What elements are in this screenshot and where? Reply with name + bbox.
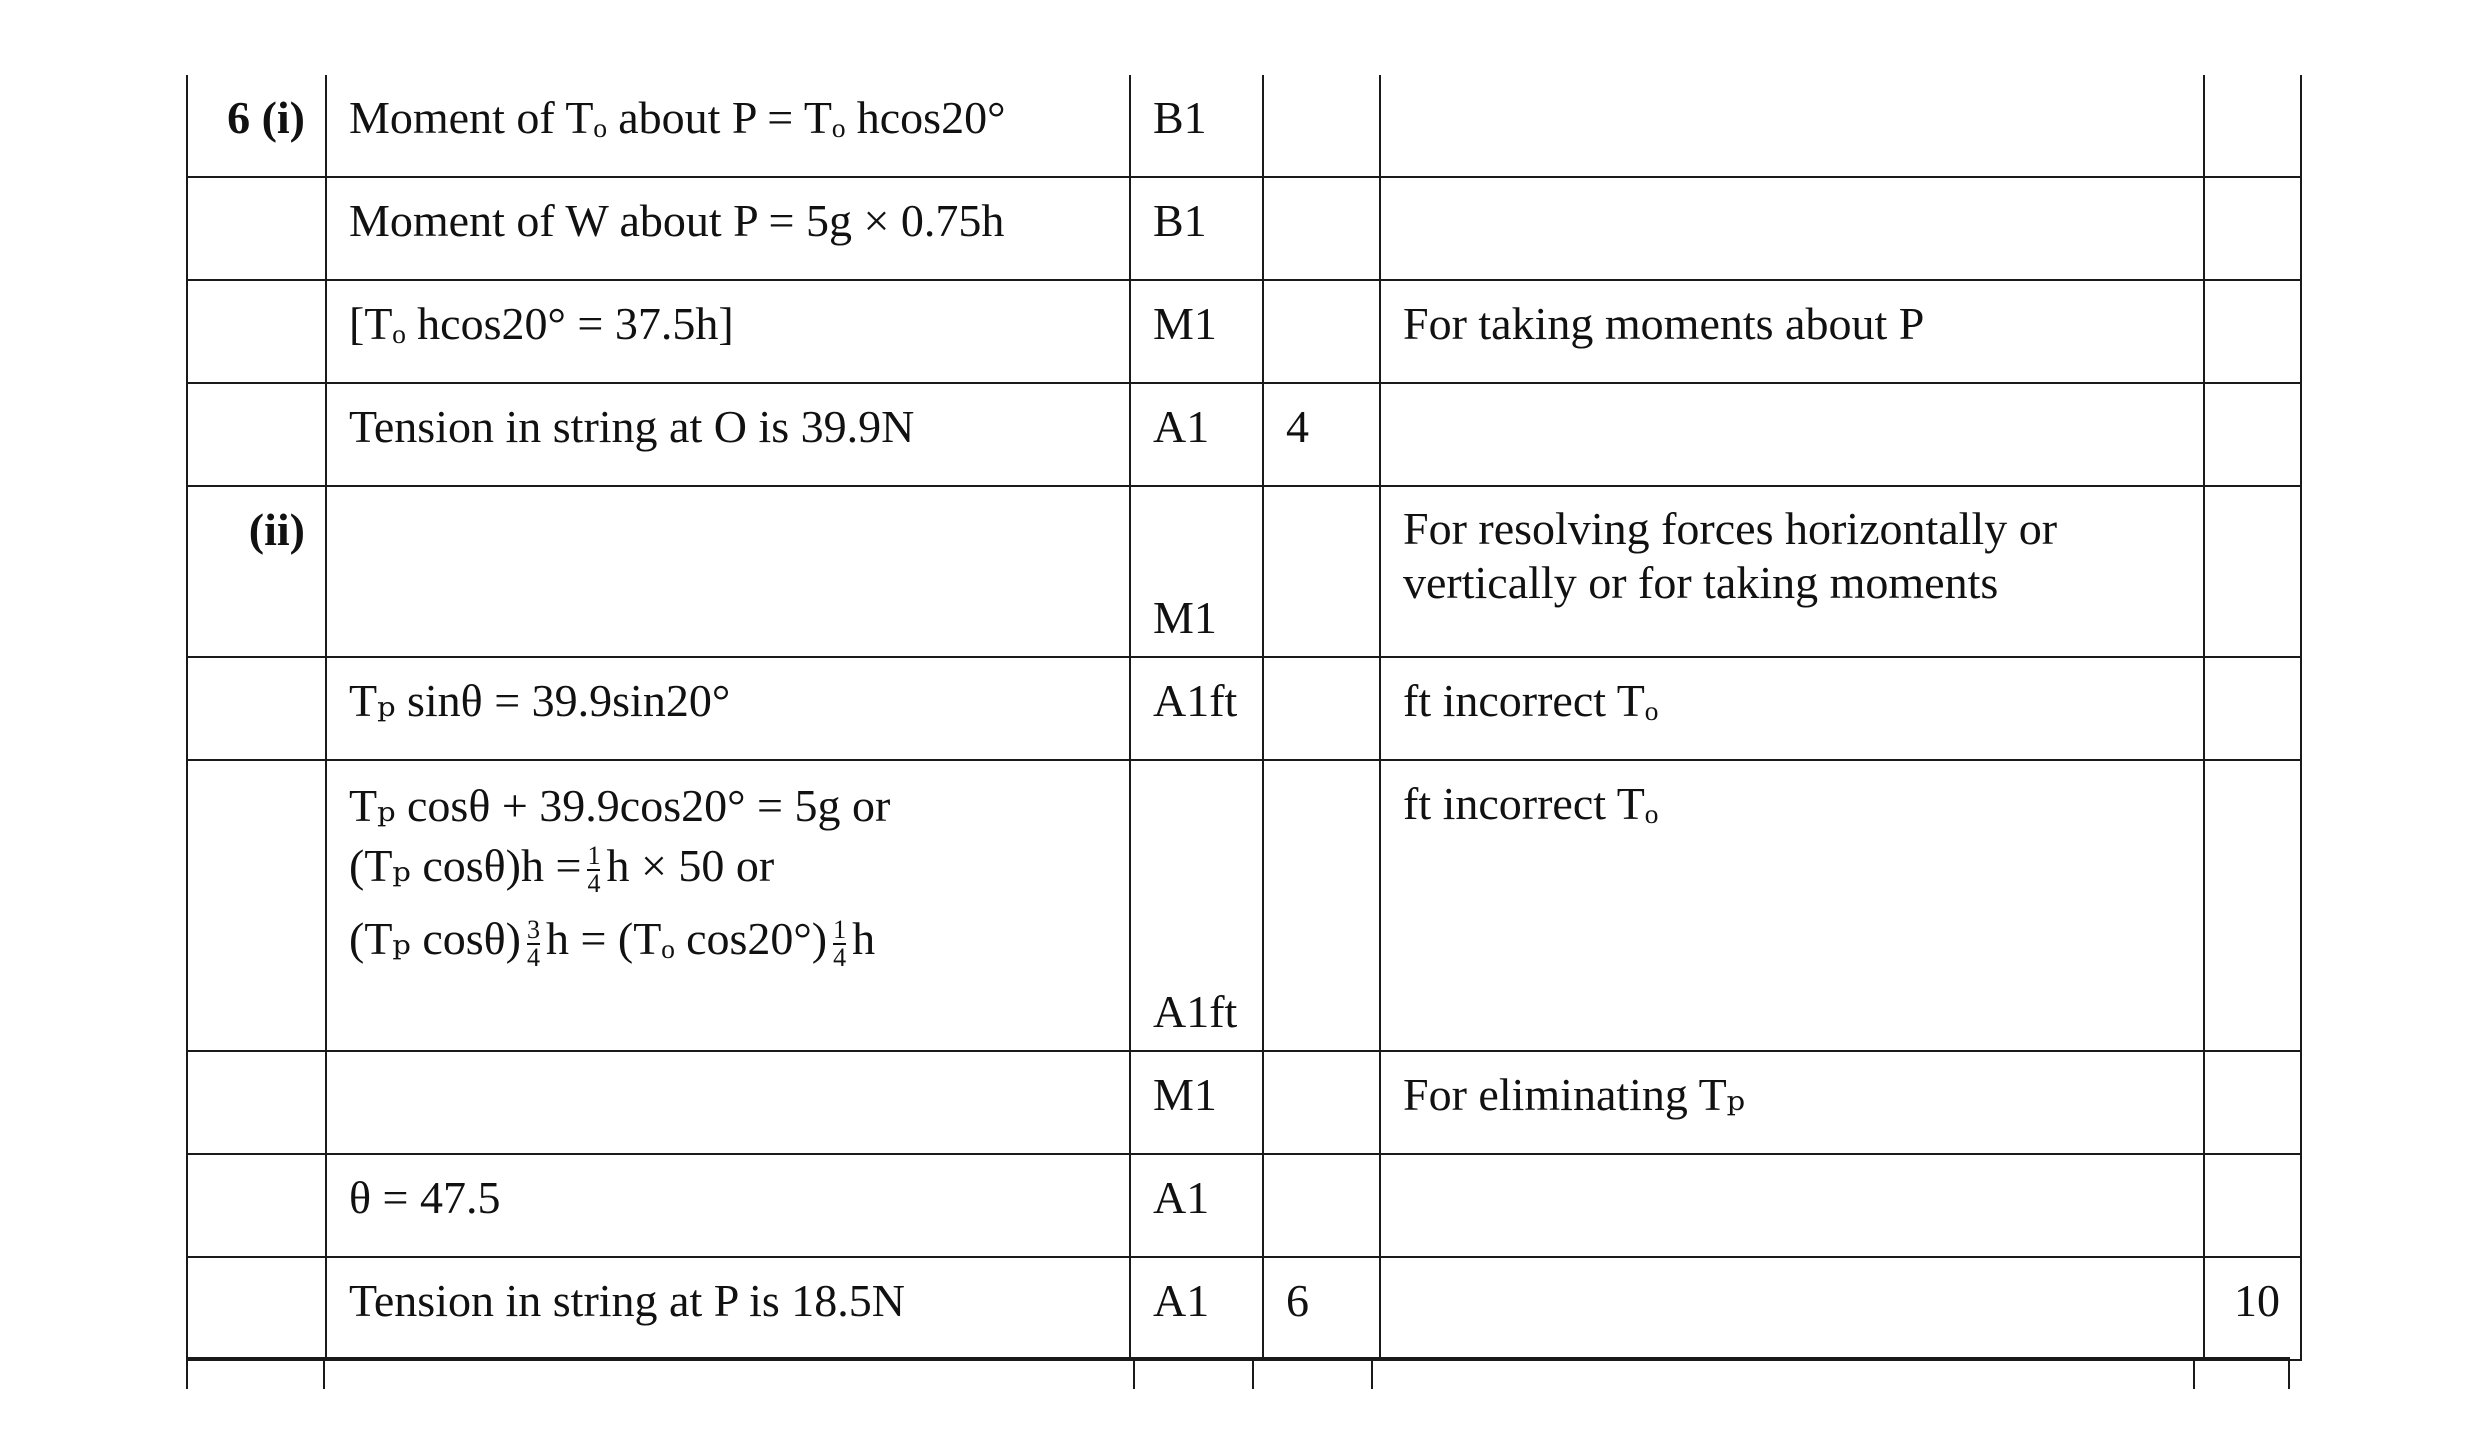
total-cell [1263,657,1380,760]
answer-text: h × 50 or [606,840,775,891]
guidance-cell [1380,1257,2204,1360]
table-row [187,383,2301,486]
mark-cell: M1 [1130,486,1263,657]
fraction-numerator: 1 [833,914,847,944]
answer-cell: θ = 47.5 [326,1154,1130,1257]
question-number [187,177,326,280]
empty-cell [1134,1358,1253,1389]
answer-text: h = (Tₒ cos20°) [545,913,828,965]
guidance-cell: ft incorrect Tₒ [1380,760,2204,1051]
mark-cell: B1 [1130,177,1263,280]
fraction-denominator: 4 [833,942,847,972]
fraction-numerator: 1 [587,841,601,871]
mark-scheme-table [186,75,2302,1361]
answer-line [349,836,1109,897]
question-number [187,760,326,1051]
max-cell [2204,657,2301,760]
question-number: 6 (i) [187,75,326,177]
question-number: (ii) [187,486,326,657]
answer-cell: [Tₒ hcos20° = 37.5h] [326,280,1130,383]
fraction [833,914,847,972]
guidance-cell: ft incorrect Tₒ [1380,657,2204,760]
guidance-cell: For eliminating Tₚ [1380,1051,2204,1154]
mark-cell: A1ft [1130,760,1263,1051]
fraction-numerator: 3 [526,914,540,944]
answer-cell [326,760,1130,1051]
table-row [187,486,2301,657]
answer-cell: Tₚ sinθ = 39.9sin20° [326,657,1130,760]
mark-cell: B1 [1130,75,1263,177]
guidance-cell [1380,75,2204,177]
answer-text: (Tₚ cosθ)h = [349,840,582,891]
guidance-cell [1380,1154,2204,1257]
answer-text: (Tₚ cosθ) [349,913,521,965]
guidance-line: vertically or for taking moments [1403,557,1999,608]
empty-cell [187,1358,324,1389]
total-cell [1263,1154,1380,1257]
question-number [187,657,326,760]
empty-cell [1372,1358,2194,1389]
table-row [187,280,2301,383]
table-row [187,1358,2289,1389]
total-cell [1263,177,1380,280]
table-row [187,760,2301,1051]
question-number [187,1257,326,1360]
max-cell: 10 [2204,1257,2301,1360]
table-row [187,1051,2301,1154]
next-question-table [186,1357,2290,1389]
fraction-denominator: 4 [526,942,540,972]
empty-cell [324,1358,1134,1389]
max-cell [2204,1154,2301,1257]
total-cell [1263,760,1380,1051]
guidance-cell [1380,177,2204,280]
max-cell [2204,177,2301,280]
mark-cell: A1 [1130,1154,1263,1257]
table-row [187,75,2301,177]
total-cell [1263,75,1380,177]
answer-text: h [852,913,876,965]
empty-cell [1253,1358,1372,1389]
mark-cell: M1 [1130,280,1263,383]
guidance-cell [1380,383,2204,486]
total-cell [1263,1051,1380,1154]
question-number [187,1154,326,1257]
answer-line: Tₚ cosθ + 39.9cos20° = 5g or [349,780,891,831]
max-cell [2204,760,2301,1051]
answer-cell: Tension in string at P is 18.5N [326,1257,1130,1360]
fraction [587,843,600,897]
max-cell [2204,280,2301,383]
answer-cell: Moment of Tₒ about P = Tₒ hcos20° [326,75,1130,177]
guidance-cell [1380,486,2204,657]
max-cell [2204,1051,2301,1154]
max-cell [2204,383,2301,486]
table-row [187,1154,2301,1257]
question-number [187,280,326,383]
empty-cell [2194,1358,2289,1389]
fraction-denominator: 4 [587,869,601,899]
answer-line [349,909,1109,970]
answer-cell [326,1051,1130,1154]
total-cell: 4 [1263,383,1380,486]
table-row [187,1257,2301,1360]
question-number [187,1051,326,1154]
table-row [187,657,2301,760]
mark-cell: A1 [1130,1257,1263,1360]
table-row [187,177,2301,280]
mark-cell: M1 [1130,1051,1263,1154]
guidance-line: For resolving forces horizontally or [1403,503,2058,554]
guidance-cell: For taking moments about P [1380,280,2204,383]
answer-cell: Tension in string at O is 39.9N [326,383,1130,486]
answer-cell: Moment of W about P = 5g × 0.75h [326,177,1130,280]
total-cell: 6 [1263,1257,1380,1360]
total-cell [1263,280,1380,383]
answer-cell [326,486,1130,657]
mark-cell: A1 [1130,383,1263,486]
question-number [187,383,326,486]
max-cell [2204,486,2301,657]
fraction [526,914,540,972]
mark-cell: A1ft [1130,657,1263,760]
total-cell [1263,486,1380,657]
max-cell [2204,75,2301,177]
